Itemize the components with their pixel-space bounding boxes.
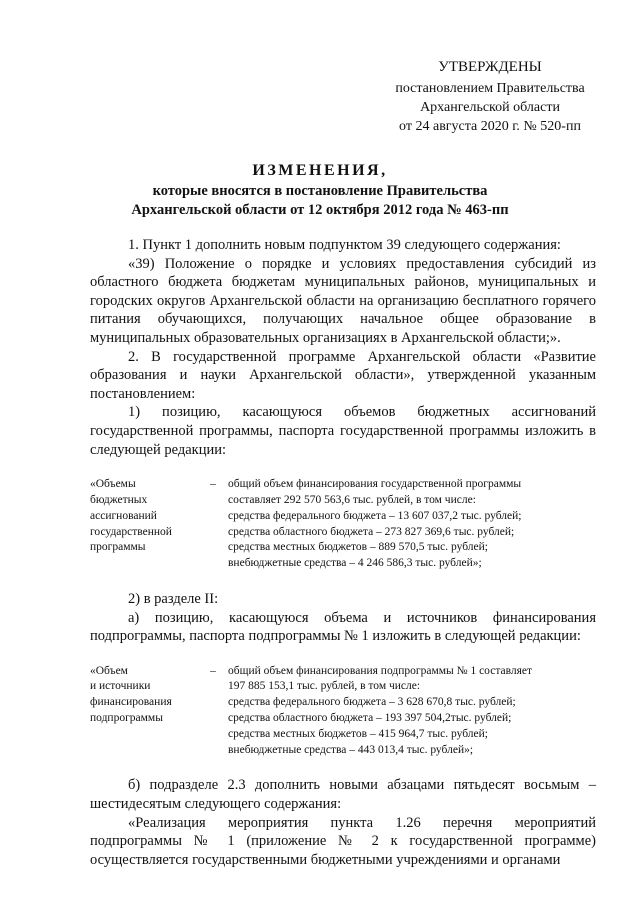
- approval-line: Архангельской области: [420, 100, 560, 115]
- table-line: общий объем финансирования государственной программы: [228, 478, 522, 491]
- approval-line: постановлением Правительства: [395, 81, 585, 96]
- table-line: средства федерального бюджета – 13 607 037,2 тыс. рублей;: [228, 509, 522, 522]
- paragraph: б) подразделе 2.3 дополнить новыми абзацами пятьдесят восьмым – шестидесятым следующего содержания:: [90, 777, 596, 813]
- paragraph: 1) позицию, касающуюся объемов бюджетных ассигнований государственной программы, паспорта государственной программы изложить в следующей редакции:: [90, 404, 596, 458]
- paragraph: 1. Пункт 1 дополнить новым подпунктом 39 следующего содержания:: [128, 237, 561, 253]
- approval-stamp: [380, 58, 600, 136]
- table-line: общий объем финансирования подпрограммы № 1 составляет: [228, 664, 533, 677]
- budget-table-program: [90, 477, 596, 572]
- table-line: средства областного бюджета – 273 827 369,6 тыс. рублей;: [228, 525, 515, 538]
- budget-table-subprogram: [90, 664, 596, 759]
- table-line: средства областного бюджета – 193 397 504,2тыс. рублей;: [228, 712, 512, 725]
- paragraph: 2. В государственной программе Архангельской области «Развитие образования и науки Архангельской области», утвержденной указанным постановлением:: [90, 348, 596, 402]
- table-dash: –: [210, 664, 216, 677]
- document-title: [90, 160, 550, 220]
- title-line: Архангельской области от 12 октября 2012 года № 463-пп: [131, 202, 509, 218]
- paragraph: «39) Положение о порядке и условиях предоставления субсидий из областного бюджета бюджетам муниципальных районов, муниципальных и городских округов Архангельской области на организацию бесплатного горячего питания обучающихся, получающих начальное общее образование в муниципальных образовательных организациях в Архангельской области;».: [90, 255, 596, 346]
- title-main: ИЗМЕНЕНИЯ,: [252, 162, 388, 179]
- approval-line: от 24 августа 2020 г. № 520-пп: [399, 119, 581, 134]
- table-line: внебюджетные средства – 443 013,4 тыс. рублей»;: [228, 743, 474, 756]
- table-values: [228, 477, 596, 572]
- table-line: средства федерального бюджета – 3 628 670,8 тыс. рублей;: [228, 696, 516, 709]
- table-line: внебюджетные средства – 4 246 586,3 тыс. рублей»;: [228, 557, 482, 570]
- table-values: [228, 664, 596, 759]
- table-line: средства местных бюджетов – 415 964,7 тыс. рублей;: [228, 727, 488, 740]
- table-line: составляет 292 570 563,6 тыс. рублей, в том числе:: [228, 493, 476, 506]
- approval-heading: УТВЕРЖДЕНЫ: [438, 59, 542, 75]
- table-line: средства местных бюджетов – 889 570,5 тыс. рублей;: [228, 541, 488, 554]
- table-line: 197 885 153,1 тыс. рублей, в том числе:: [228, 680, 421, 693]
- document-body: [90, 236, 596, 869]
- table-label: «Объемы бюджетных ассигнований государственной программы: [90, 478, 172, 554]
- paragraph: а) позицию, касающуюся объема и источников финансирования подпрограммы, паспорта подпрограммы № 1 изложить в следующей редакции:: [90, 609, 596, 645]
- table-label: «Объем и источники финансирования подпрограммы: [90, 664, 172, 725]
- table-dash: –: [210, 478, 216, 491]
- title-line: которые вносятся в постановление Правительства: [152, 183, 488, 199]
- paragraph: «Реализация мероприятия пункта 1.26 перечня мероприятий подпрограммы № 1 (приложение № 2 к государственной программе) осуществляется государственными бюджетными учреждениями и органами: [90, 814, 596, 868]
- paragraph: 2) в разделе II:: [128, 590, 219, 607]
